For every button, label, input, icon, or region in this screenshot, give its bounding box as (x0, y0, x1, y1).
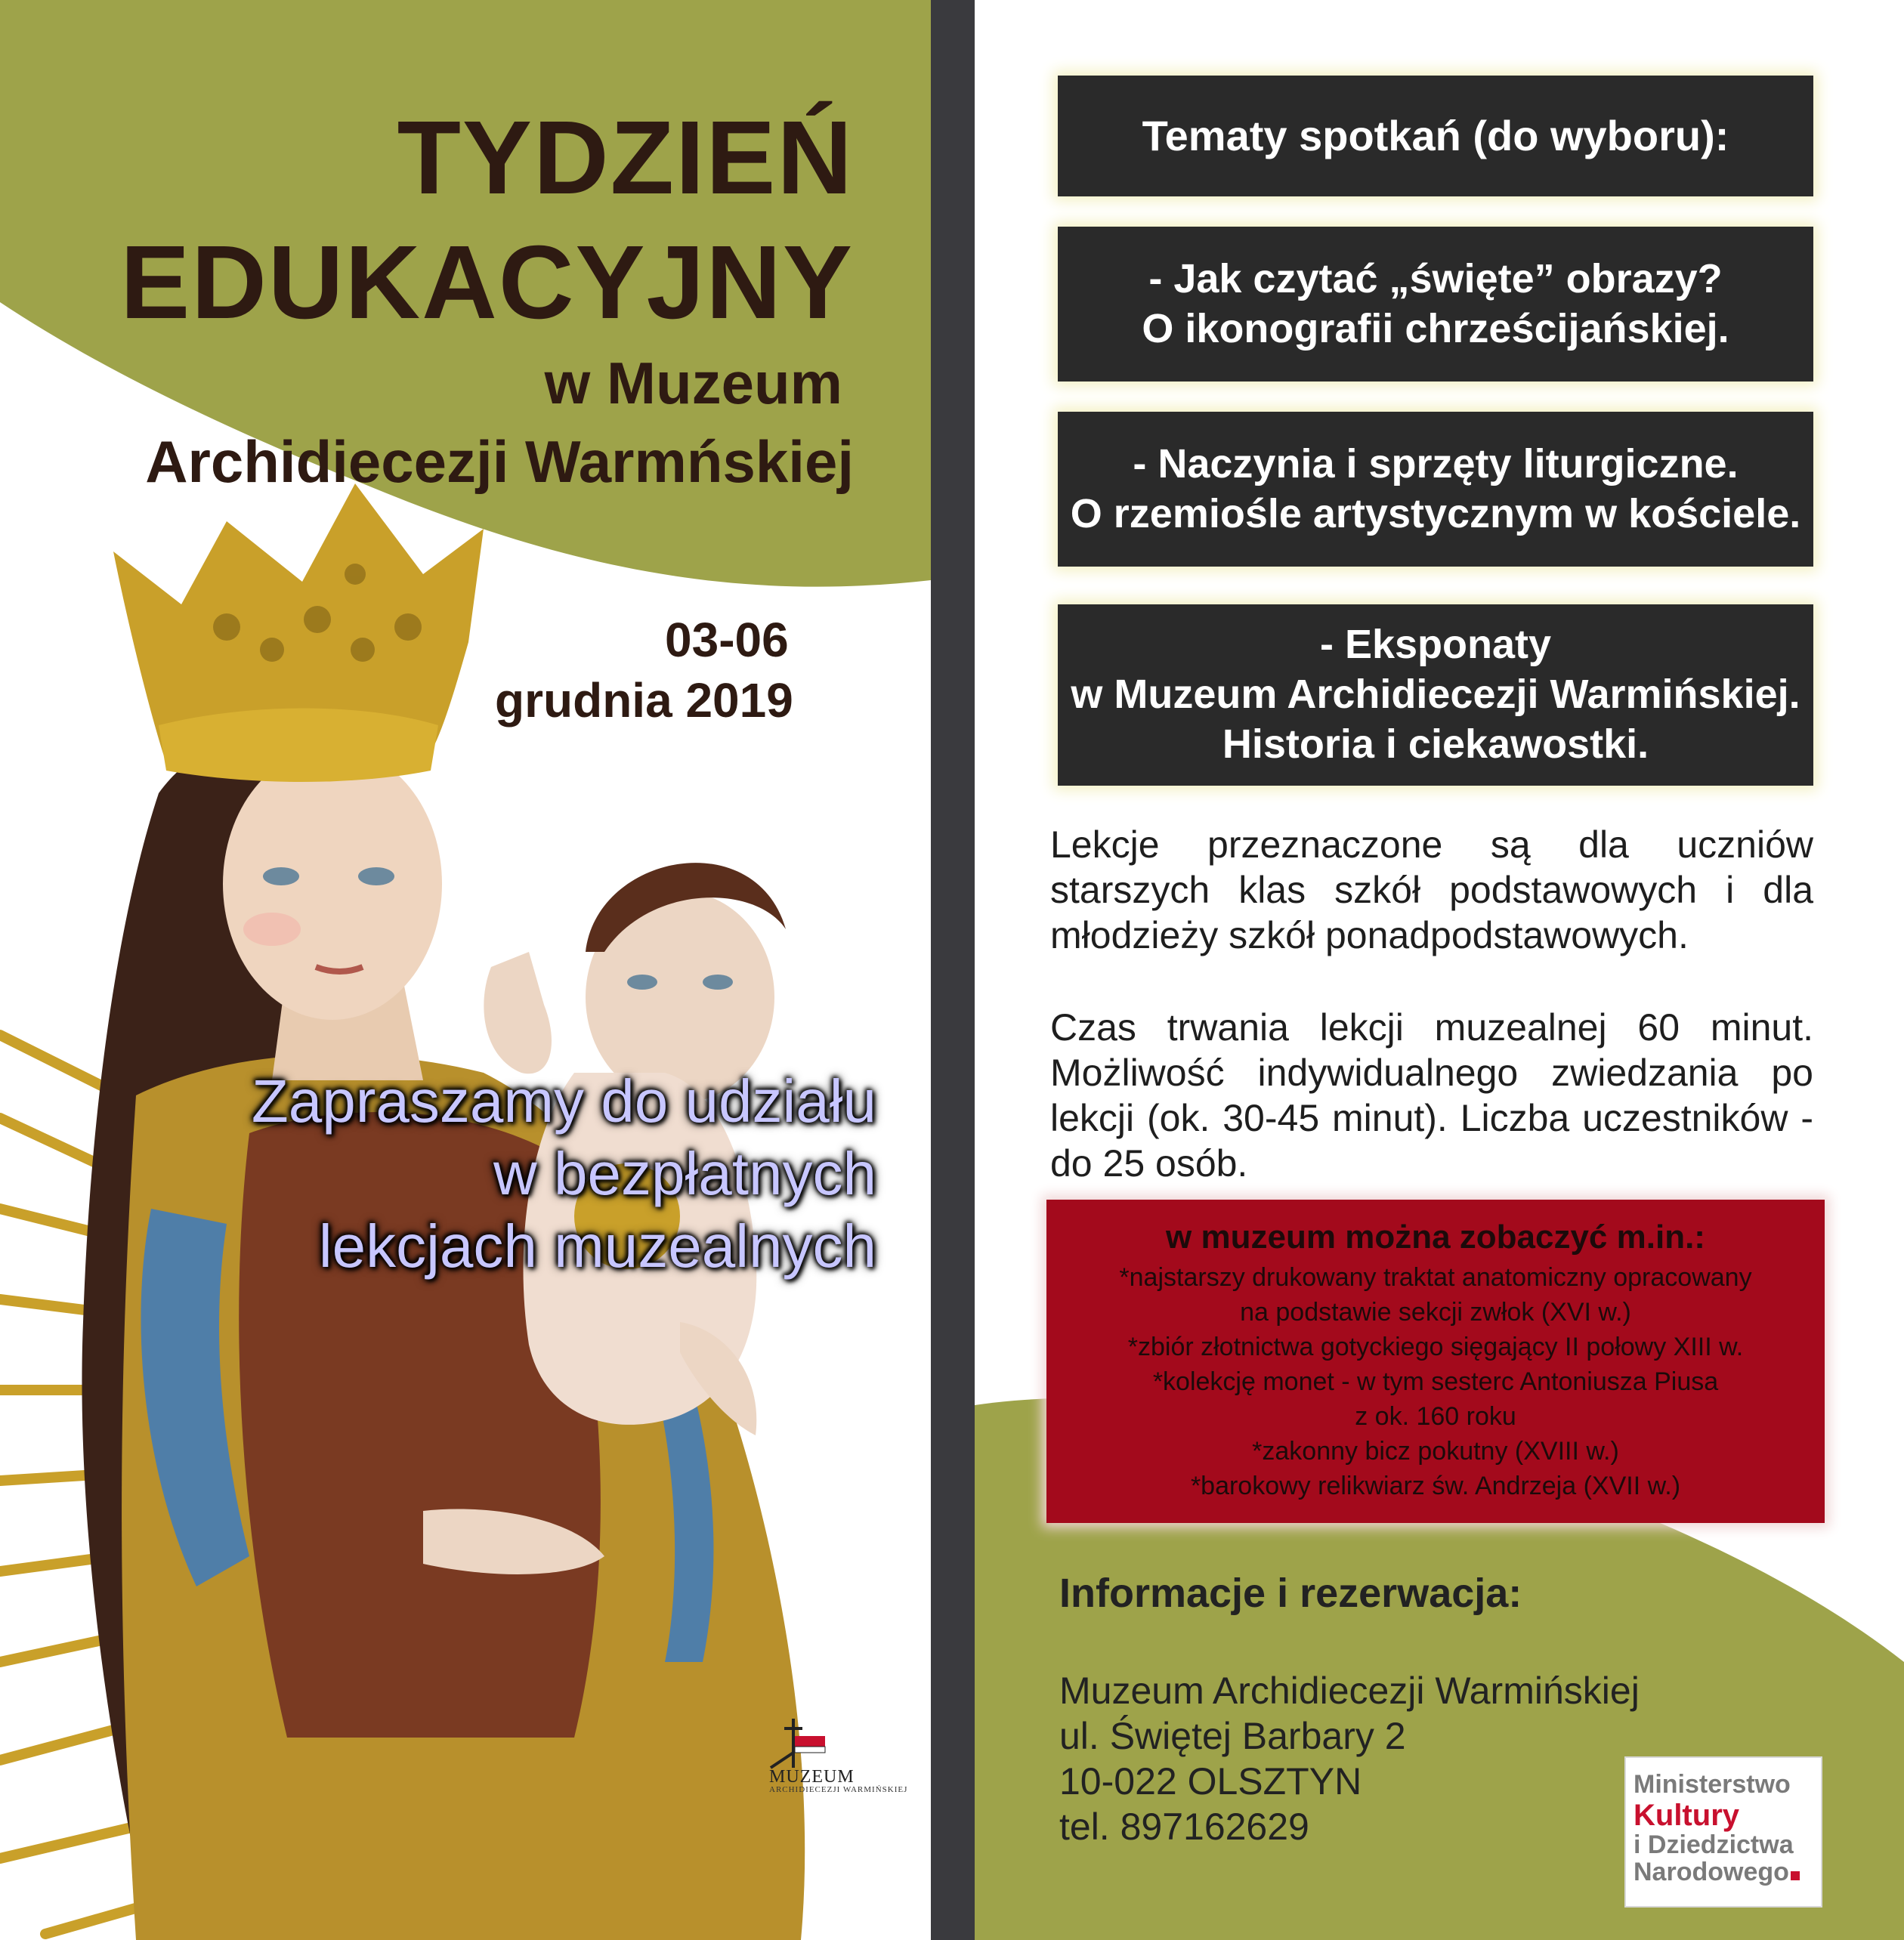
ministry-logo (1624, 1756, 1822, 1908)
address-line: 10-022 OLSZTYN (1059, 1760, 1362, 1803)
highlight-line: *zakonny bicz pokutny (XVIII w.) (1252, 1437, 1619, 1466)
lessons-audience-paragraph (1050, 822, 1813, 958)
center-divider (931, 0, 975, 1940)
museum-highlights-box (1046, 1200, 1825, 1523)
address-line: Muzeum Archidiecezji Warmińskiej (1059, 1670, 1640, 1712)
event-date-days: 03-06 (665, 613, 789, 667)
paragraph-line: młodzieży szkół ponadpodstawowych. (1050, 914, 1689, 956)
paragraph-line: starszych klas szkół podstawowych i dla (1050, 869, 1813, 911)
topic-item-3 (1058, 604, 1813, 786)
subtitle-line-1: w Muzeum (544, 350, 842, 416)
invitation-line: w bezpłatnych (493, 1140, 876, 1207)
paragraph-line: Czas trwania lekcji muzealnej 60 minut. (1050, 1006, 1813, 1049)
ministry-line-2: Kultury (1634, 1799, 1739, 1832)
highlight-line: na podstawie sekcji zwłok (XVI w.) (1240, 1298, 1631, 1327)
ministry-line-4 (1634, 1859, 1813, 1885)
topic-line: - Jak czytać „święte” obrazy? (1148, 255, 1723, 301)
highlights-list (1046, 1260, 1825, 1503)
ministry-line-3: i Dziedzictwa (1634, 1830, 1794, 1859)
highlight-line: *kolekcję monet - w tym sesterc Antoniusza Piusa (1152, 1367, 1719, 1396)
subtitle-line-2: Archidiecezji Warmńskiej (145, 428, 854, 495)
ministry-line-4-text: Narodowego (1634, 1858, 1789, 1886)
topic-line: O ikonografii chrześcijańskiej. (1142, 305, 1729, 351)
highlight-line: *barokowy relikwiarz św. Andrzeja (XVII w.) (1190, 1472, 1681, 1500)
topics-header: Tematy spotkań (do wyboru): (1142, 111, 1729, 159)
topic-line: w Muzeum Archidiecezji Warmińskiej. (1071, 672, 1800, 718)
topic-line: O rzemiośle artystycznym w kościele. (1070, 490, 1801, 536)
invitation-line: lekcjach muzealnych (318, 1212, 876, 1280)
topics-header-box (1058, 76, 1813, 196)
lessons-duration-paragraph (1050, 1005, 1813, 1186)
highlights-header: w muzeum można zobaczyć m.in.: (1166, 1219, 1705, 1256)
topic-item-1 (1058, 227, 1813, 382)
title-line-2: EDUKACYJNY (120, 224, 854, 341)
highlight-line: z ok. 160 roku (1355, 1402, 1516, 1431)
ministry-line-1: Ministerstwo (1634, 1770, 1791, 1799)
highlight-line: *zbiór złotnictwa gotyckiego sięgający II połowy XIII w. (1127, 1333, 1744, 1361)
paragraph-line: Lekcje przeznaczone są dla uczniów (1050, 823, 1813, 866)
phone-number: tel. 897162629 (1059, 1806, 1309, 1848)
address-line: ul. Świętej Barbary 2 (1059, 1715, 1406, 1757)
contact-address (1059, 1668, 1640, 1849)
info-title: Informacje i rezerwacja: (1059, 1571, 1522, 1616)
paragraph-line: Możliwość indywidualnego zwiedzania po (1050, 1052, 1813, 1094)
museum-logo-text: MUZEUM (769, 1767, 855, 1787)
invitation-line: Zapraszamy do udziału (251, 1067, 876, 1135)
paragraph-line: do 25 osób. (1050, 1142, 1248, 1185)
title-line-1: TYDZIEŃ (397, 100, 854, 216)
museum-logo-subtext: ARCHIDIECEZJI WARMIŃSKIEJ (769, 1785, 908, 1794)
invitation-text (252, 1065, 876, 1283)
event-date-month: grudnia 2019 (495, 673, 793, 728)
paragraph-line: lekcji (ok. 30-45 minut). Liczba uczestników - (1050, 1097, 1813, 1139)
topic-line: - Naczynia i sprzęty liturgiczne. (1133, 440, 1739, 487)
highlight-line: *najstarszy drukowany traktat anatomiczny opracowany (1119, 1263, 1752, 1292)
topic-item-2 (1058, 412, 1813, 567)
ministry-dot-icon (1791, 1871, 1800, 1880)
topic-line: Historia i ciekawostki. (1222, 721, 1649, 767)
topic-line: - Eksponaty (1319, 622, 1552, 668)
